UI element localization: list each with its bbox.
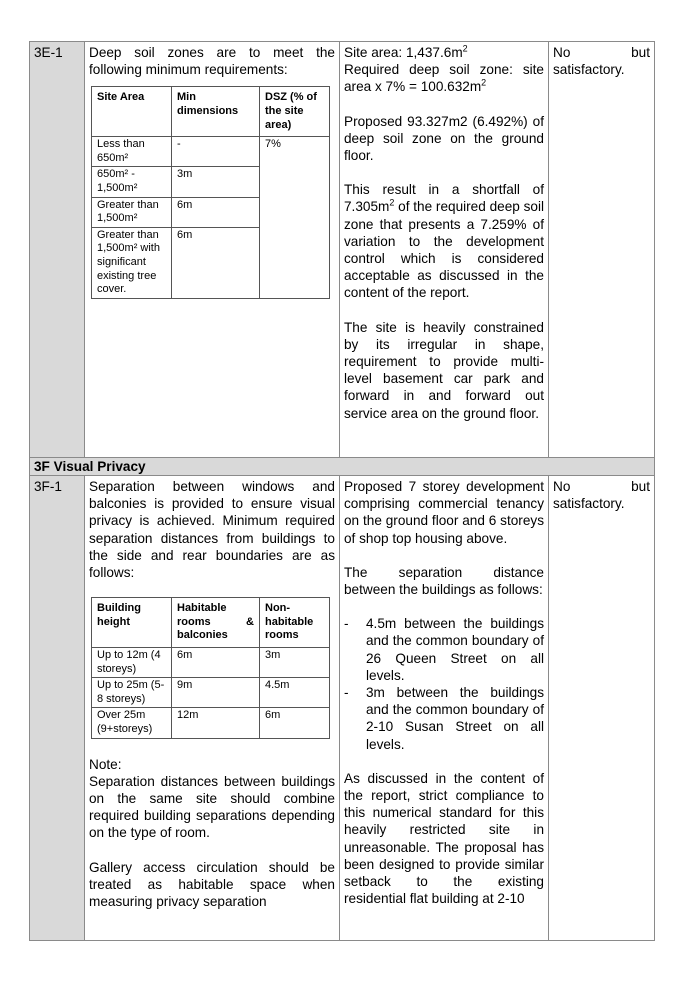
note-label: Note:: [89, 756, 122, 772]
requirement-text-3f1: Separation between windows and balconies is provided to ensure visual privacy is achieved. Minimum required separation distances from buildings to the side and rear boundaries are as follows:: [89, 479, 335, 581]
compliance-rest: satisfactory.: [553, 496, 625, 512]
dsz-header-min-dimensions: Min dimensions: [172, 87, 260, 137]
list-item: - 4.5m between the buildings and the common boundary of 26 Queen Street on all levels.: [344, 615, 544, 684]
requirement-3e1: [85, 42, 340, 458]
note-text: Separation distances between buildings on the same site should combine required building separations depending on the type of room.: [89, 773, 335, 841]
dsz-cell: 650m² - 1,500m²: [92, 167, 172, 197]
section-header-3f: [30, 458, 655, 476]
proposed-dsz-text: Proposed 93.327m2 (6.492%) of deep soil zone on the ground floor.: [344, 113, 544, 164]
row-3e1: [30, 42, 655, 458]
compliance-word: No: [553, 479, 571, 494]
compliance-word: but: [631, 45, 650, 60]
table-row: [92, 678, 330, 708]
requirement-3f1: [85, 476, 340, 941]
compliance-table: [29, 41, 655, 941]
dsz-header-site-area: Site Area: [92, 87, 172, 137]
dsz-table: [91, 86, 330, 298]
constraint-text: The site is heavily constrained by its irregular in shape, requirement to provide multi-level basement car park and forward in and forward out service area on the ground floor.: [344, 319, 544, 421]
required-dsz-text: Required deep soil zone: site area x $7\% = 100.632m^2$: [344, 62, 544, 95]
list-item: - 3m between the buildings and the common boundary of 2-10 Susan Street on all levels.: [344, 684, 544, 753]
dsz-cell: -: [172, 137, 260, 167]
shortfall-text: This result in a shortfall of $7.305m^2$ of the required deep soil zone that presents a 7.259% of variation to the development control which is considered acceptable as discussed in the content of the report.: [344, 182, 544, 301]
dsz-cell: Greater than 1,500m² with significant existing tree cover.: [92, 227, 172, 298]
sep-cell: 12m: [172, 708, 260, 738]
requirement-text-3e1: Deep soil zones are to meet the following minimum requirements:: [89, 45, 335, 78]
dsz-cell: [260, 197, 330, 227]
table-row: [92, 167, 330, 197]
dsz-header-row: [92, 87, 330, 137]
site-area-text: Site area: $1,437.6m^2$: [344, 43, 468, 60]
sep-cell: Up to 12m (4 storeys): [92, 648, 172, 678]
sep-cell: Over 25m (9+storeys): [92, 708, 172, 738]
dsz-cell: [260, 227, 330, 298]
sep-cell: 6m: [172, 648, 260, 678]
separation-list: [344, 615, 544, 753]
compliance-word: but: [631, 479, 650, 494]
dsz-cell: 3m: [172, 167, 260, 197]
dsz-cell: 6m: [172, 227, 260, 298]
sep-cell: 6m: [260, 708, 330, 738]
separation-intro-text: The separation distance between the buildings as follows:: [344, 564, 544, 598]
table-row: [92, 708, 330, 738]
sep-cell: Up to 25m (5-8 storeys): [92, 678, 172, 708]
control-id-3e1: 3E-1: [30, 42, 85, 458]
sep-cell: 9m: [172, 678, 260, 708]
table-row: [92, 648, 330, 678]
separation-table: [91, 597, 330, 738]
compliance-rest: satisfactory.: [553, 62, 625, 78]
control-id-3f1: 3F-1: [30, 476, 85, 941]
dsz-cell: 6m: [172, 197, 260, 227]
proposal-3e1: [340, 42, 549, 458]
section-title-3f: 3F Visual Privacy: [30, 458, 655, 476]
proposal-intro-text: Proposed 7 storey development comprising commercial tenancy on the ground floor and 6 storeys of shop top housing above.: [344, 479, 544, 546]
sep-header-non-habitable: Non-habitable rooms: [260, 598, 330, 648]
compliance-3f1: [549, 476, 655, 941]
dsz-header-dsz: DSZ (% of the site area): [260, 87, 330, 137]
table-row: [92, 227, 330, 298]
table-row: [92, 197, 330, 227]
sep-header-building-height: Building height: [92, 598, 172, 648]
row-3f1: [30, 476, 655, 941]
sep-header-row: [92, 598, 330, 648]
dsz-cell: Greater than 1,500m²: [92, 197, 172, 227]
sep-cell: 4.5m: [260, 678, 330, 708]
dsz-cell: 7%: [260, 137, 330, 167]
dsz-cell: [260, 167, 330, 197]
sep-cell: 3m: [260, 648, 330, 678]
compliance-3e1: [549, 42, 655, 458]
sep-header-habitable: Habitable rooms & balconies: [172, 598, 260, 648]
table-row: [92, 137, 330, 167]
dsz-cell: Less than 650m²: [92, 137, 172, 167]
compliance-word: No: [553, 45, 571, 60]
proposal-3f1: [340, 476, 549, 941]
discussion-text: As discussed in the content of the report, strict compliance to this numerical standard for this heavily restricted site in unreasonable. The proposal has been designed to provide similar setback to the existing residential flat building at 2-10: [344, 770, 544, 907]
gallery-text: Gallery access circulation should be treated as habitable space when measuring privacy separation: [89, 859, 335, 909]
